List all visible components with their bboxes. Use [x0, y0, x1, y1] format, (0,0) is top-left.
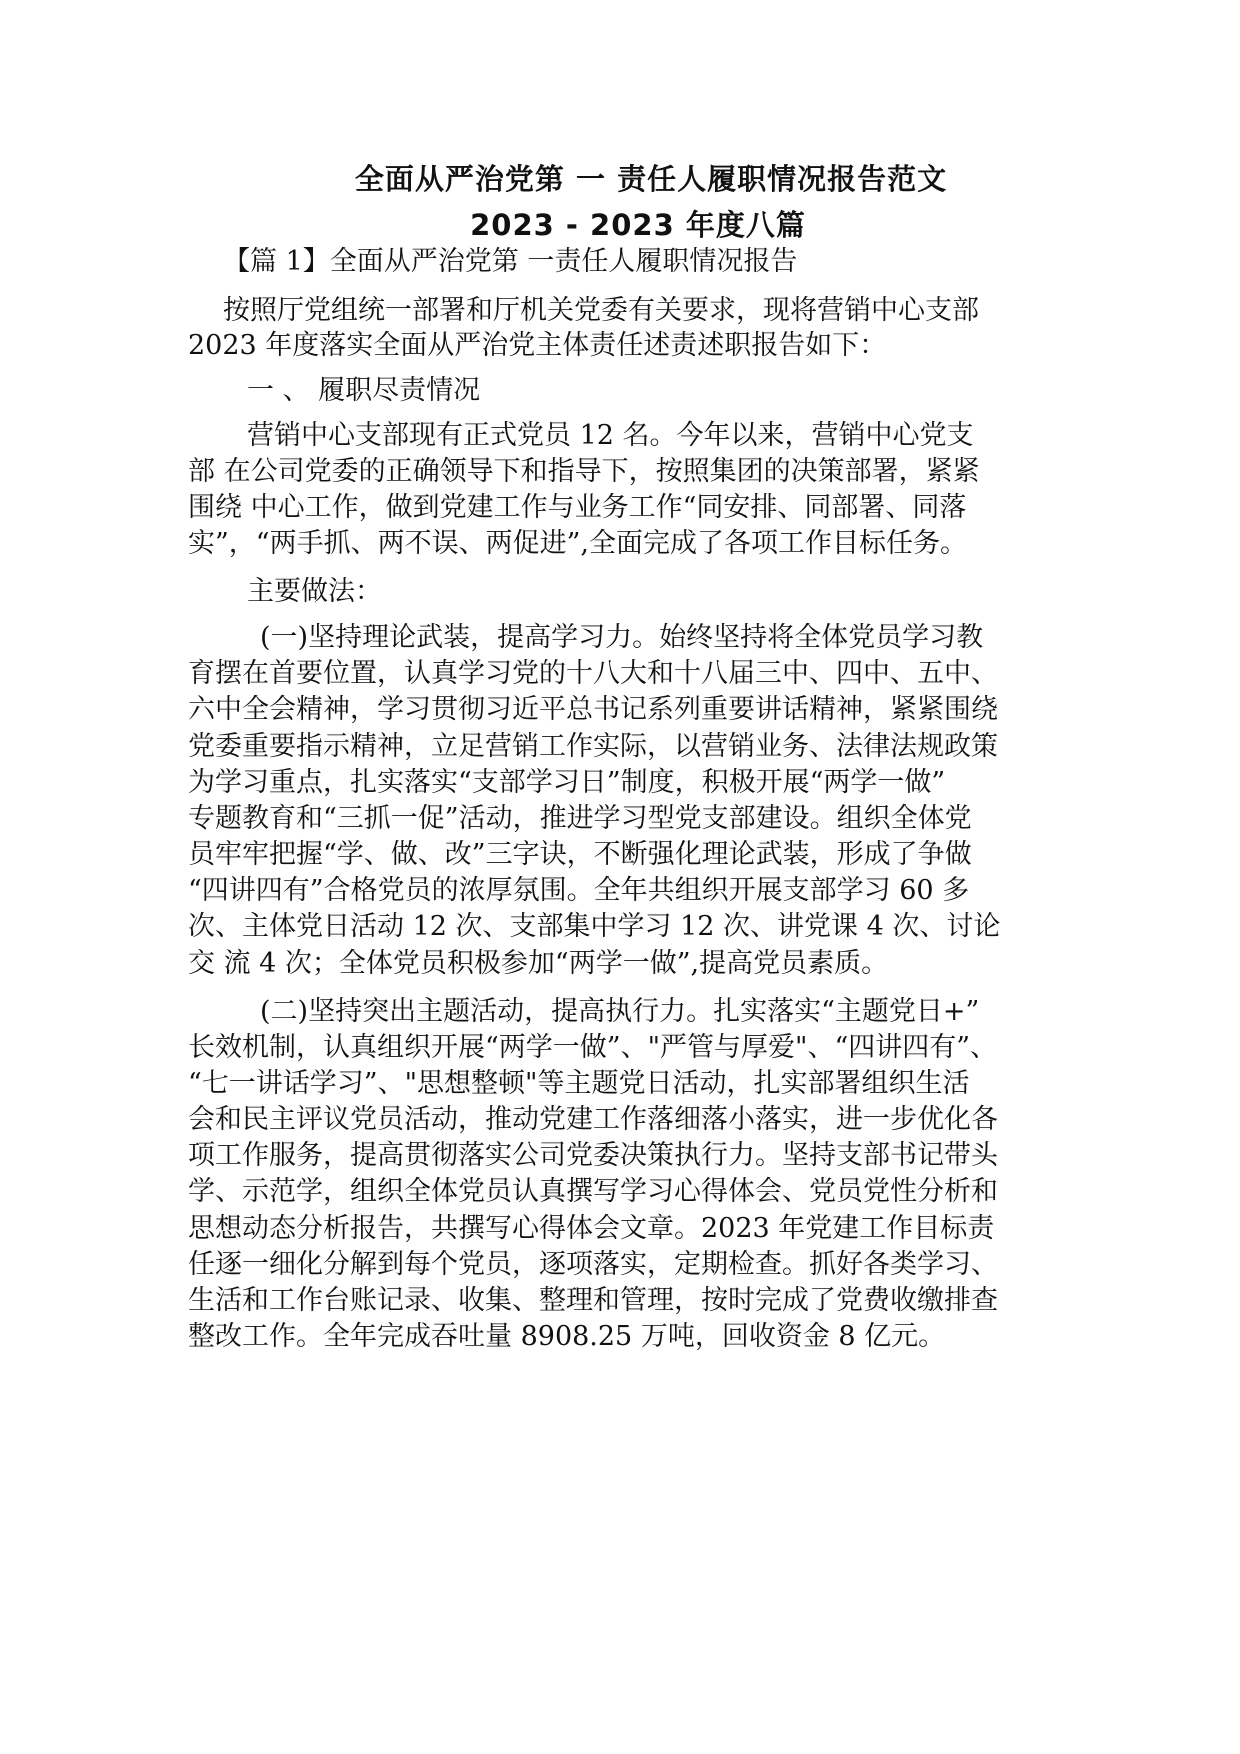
paragraph-heading: 主要做法：	[247, 576, 382, 607]
paragraph-line: 围绕 中心工作，做到党建工作与业务工作“同安排、同部署、同落	[188, 492, 967, 523]
paragraph-line: 任逐一细化分解到每个党员，逐项落实，定期检查。抓好各类学习、	[188, 1249, 998, 1280]
paragraph-line: 交 流 4 次；全体党员积极参加“两学一做”,提高党员素质。	[188, 948, 889, 979]
paragraph-line: 整改工作。全年完成吞吐量 8908.25 万吨，回收资金 8 亿元。	[188, 1321, 946, 1352]
paragraph-line: “四讲四有”合格党员的浓厚氛围。全年共组织开展支部学习 60 多	[188, 875, 970, 906]
section-heading-1: 【篇 1】全面从严治党第 一责任人履职情况报告	[223, 246, 798, 277]
paragraph-line: 党委重要指示精神，立足营销工作实际，以营销业务、法律法规政策	[188, 731, 998, 762]
document-title-line-1: 全面从严治党第 一 责任人履职情况报告范文	[354, 162, 948, 196]
paragraph-line: 实”，“两手抓、两不误、两促进”,全面完成了各项工作目标任务。	[188, 528, 967, 559]
paragraph-line: 按照厅党组统一部署和厅机关党委有关要求，现将营销中心支部	[223, 295, 979, 326]
paragraph-line: 专题教育和“三抓一促”活动，推进学习型党支部建设。组织全体党	[188, 803, 972, 834]
paragraph-line: 长效机制，认真组织开展“两学一做”、"严管与厚爱"、“四讲四有”、	[188, 1032, 998, 1063]
paragraph-line: (一)坚持理论武装，提高学习力。始终坚持将全体党员学习教	[260, 622, 984, 653]
paragraph-line: 会和民主评议党员活动，推动党建工作落细落小落实，进一步优化各	[188, 1104, 998, 1135]
paragraph-line: (二)坚持突出主题活动，提高执行力。扎实落实“主题党日+”	[260, 996, 980, 1027]
paragraph-line: 生活和工作台账记录、收集、整理和管理，按时完成了党费收缴排查	[188, 1285, 998, 1316]
paragraph-line: 项工作服务，提高贯彻落实公司党委决策执行力。坚持支部书记带头	[188, 1140, 998, 1171]
paragraph-line: 思想动态分析报告，共撰写心得体会文章。2023 年党建工作目标责	[188, 1213, 995, 1244]
paragraph-line: 学、示范学，组织全体党员认真撰写学习心得体会、党员党性分析和	[188, 1176, 998, 1207]
paragraph-line: 六中全会精神，学习贯彻习近平总书记系列重要讲话精神，紧紧围绕	[188, 694, 998, 725]
paragraph-line: 部 在公司党委的正确领导下和指导下，按照集团的决策部署，紧紧	[188, 456, 980, 487]
paragraph-line: “七一讲话学习”、"思想整顿"等主题党日活动，扎实部署组织生活	[188, 1068, 970, 1099]
paragraph-line: 育摆在首要位置，认真学习党的十八大和十八届三中、四中、五中、	[188, 658, 998, 689]
paragraph-line: 2023 年度落实全面从严治党主体责任述责述职报告如下：	[188, 330, 887, 361]
paragraph-line: 员牢牢把握“学、做、改”三字诀，不断强化理论武装，形成了争做	[188, 839, 972, 870]
paragraph-line: 次、主体党日活动 12 次、支部集中学习 12 次、讲党课 4 次、讨论	[188, 911, 1001, 942]
paragraph-line: 为学习重点，扎实落实“支部学习日”制度，积极开展“两学一做”	[188, 767, 946, 798]
paragraph-line: 营销中心支部现有正式党员 12 名。今年以来，营销中心党支	[247, 420, 974, 451]
document-title-line-2: 2023 - 2023 年度八篇	[470, 208, 806, 242]
subsection-heading: 一 、 履职尽责情况	[247, 375, 481, 406]
